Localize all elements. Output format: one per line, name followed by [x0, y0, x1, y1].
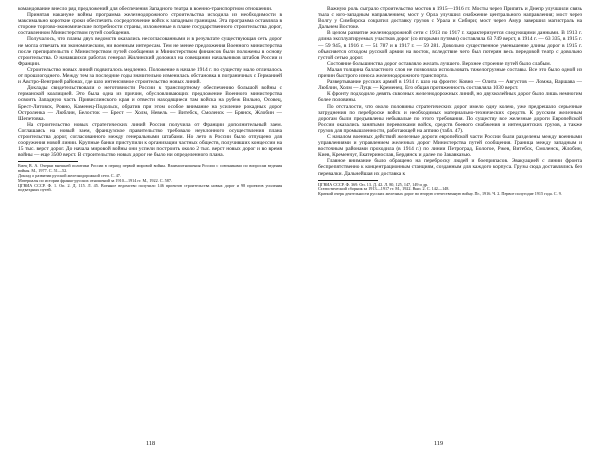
page-number-left: 118: [146, 440, 156, 447]
paragraph: Строительство новых линий подвигалось медленно. Положение в начале 1914 г. по существу мало отличалось от прошлогоднего. Между тем за последние годы значительно изменилась обстановка в пограничных с Германией и Австро-Венгрией районах, где шло интенсивное строительство новых линий.: [18, 66, 282, 86]
paragraph: По отсталости, что около половины стратегических дорог имело одну колею, уже предрешало серьезные затруднения по переброске войск и необходимых материально-технических средств. К русским железным дорогам были предъявлены небывалые по этого требования. По существу все железные дороги Европейской России оказались занятыми перевозками войск, средств боевого снабжения и интендантских грузов, а также грузов для промышленности, работающей на armию (табл. 47).: [318, 103, 582, 134]
paragraph: Важную роль сыграло строительство мостов в 1915—1916 гг. Мосты через Припять и Днепр улучшили связь тыла с юго-западным направлением; мост у Орла улучшил снабжение центрального направления; мост через Волгу у Симбирска сократил доставку грузов с Урала и Сибири; мост через Амур завершил магистраль на Дальнем Востоке.: [318, 6, 582, 31]
paragraph: Принятая накануне войны программа железнодорожного строительства исходила из необходимости в максимально короткие сроки обеспечить сосредоточение войск к западным границам. Эта программа оставляла в стороне торгово-экономические потребности страны, изложенные в плане государственного строительства дорог, составленном Министерством путей сообщения.: [18, 12, 282, 37]
paragraph: На строительство новых стратегических линий Россия получила от Франции дополнительный заем. Соглашаясь на новый заем, французское правительство требовало неуклонного осуществления плана строительства дорог, согласованного между генеральными штабами. Но лето в России было отпущено для сооружения новой линии. Крупные банки приступили к организации частных обществ, получивших концессии на 15 тыс. верст дорог. До начала мировой войны они успели построить около 2 тыс. верст новых дорог и во время войны — еще 3500 верст. В строительство новых дорог не было ни определенного плана.: [18, 121, 282, 159]
paragraph: Малая толщина балластного слоя не позволяла использовать тяжелогрузные составы. Все это было одной из причин быстрого износа железнодорожного транспорта.: [318, 66, 582, 80]
paragraph: К фронту подходило девять сквозных железнодорожных линий, но двухколейных дорог было лишь немногим более половины.: [318, 91, 582, 104]
footnote: Статистический сборник за 1913—1917 гг. М., 1922. Вып. 2. С. 142—148.: [318, 186, 450, 192]
footnote: Материалы по истории франко-русских отношений за 1910—1914 гг. М., 1922. С. 587.: [18, 177, 173, 183]
paragraph: С началом военных действий железные дороги европейской части России были разделены между военными управлениями и управлением железных дорог Министерства путей сообщения. Граница между западным и восточным районами проходила (в 1914 г.) по линии Петроград, Бологое, Ржев, Витебск, Смоленск, Жлобин, Киев, Кременчуг, Екатеринослав, Бердянск и далее по Закавказью.: [318, 133, 582, 159]
page-number-right: 119: [434, 440, 444, 447]
paragraph: В целом развитие железнодорожной сети с 1913 по 1917 г. характеризуется следующими данными. В 1913 г. длина эксплуатируемых участков дорог (со вторыми путями) составляла 63 749 верст, в 1914 г. — 63 335, в 1915 г. — 59 945, в 1916 г. — 51 787 и в 1917 г. — 59 281. Довольно существенное уменьшение длины дорог в 1915 г. объясняется отходом русской армии на восток, вследствие чего был потерян весь передовой театр с довольно густой сетью дорог.: [318, 30, 582, 61]
footnote-rule: [18, 161, 78, 162]
left-page: [18, 6, 282, 444]
footnote: Краткий очерк деятельности русских железных дорог во вторую отечественную войну. Пг., 1916. Ч. 2. Первое полугодие 1915 года. С. 9.: [318, 191, 562, 197]
footnote: ЦГВИА СССР. Ф. 1. Оп. 2. Д. 115. Л. 45. Военное ведомство получило 146 проектов строительства новых дорог и 98 проектов усиления подъездных путей.: [18, 182, 282, 193]
paragraph: командование внесло ряд предложений для обеспечения Западного театра в военно-транспортном отношении.: [18, 6, 273, 12]
paragraph: Получалось, что планы двух ведомств оказались несогласованными и в результате существующая сеть дорог не могла отвечать ни экономическим, ни военным интересам. Тем не менее предложения Военного министерства после препирательств с Министерством путей сообщения и Министерством финансов были положены в основу строительства. О начавшихся работах генерал Жилинский доложил на совещании начальников штабов России и Франции.: [18, 36, 282, 67]
footnote: ЦГВИА СССР. Ф. 369. Оп. 13. Д. 42. Л. 80, 125, 147, 149 и др.: [318, 181, 429, 187]
paragraph: Развертывание русских армий в 1914 г. шло на фронте: Ковно — Олита — Августов — Ломжа, Варшава — Люблин, Холм — Луцк — Кременец. Его общая протяженность составляла 1030 верст.: [318, 79, 582, 92]
footnote: Емец В. А. Очерки внешней политики России в период первой мировой войны. Взаимоотношения России с союзниками по вопросам ведения войны. М., 1977. С. 51—52.: [18, 163, 282, 174]
footnote: Доклад о развитии русской железнодорожной сети. С. 47.: [18, 172, 121, 178]
paragraph: Доклады свидетельствовали о неготовности России к транспортному обеспечению большой войны с германской коалицией. Это была одна из причин, обусловливающих предложение Военного министерства освоить Западную часть Привислинского края и отвести находящиеся там войска на рубеж Вильно, Осовец, Брест-Литовск, Ровно, Каменец-Подольск, обратив при этом особое внимание на усиление рокадных дорог Остроленка — Люблин, Белосток — Брест — Холм, Невель — Витебск, Смоленск — Брянск, Жлобин — Шепетовка.: [18, 85, 282, 122]
right-page: [318, 6, 582, 444]
footnote-rule: [318, 180, 378, 181]
paragraph: Главное внимание было обращено на переброску людей и боеприпасов. Эвакуацией с линии фронта беспрепятственно к концентрационным станциям, созданным для каждого корпуса. Грузы сюда доставлялись без перевалки. Дальнейшая их доставка к: [318, 158, 582, 177]
paragraph: Состояние большинства дорог оставляло желать лучшего. Верхнее строение путей было слабым.: [327, 60, 551, 67]
